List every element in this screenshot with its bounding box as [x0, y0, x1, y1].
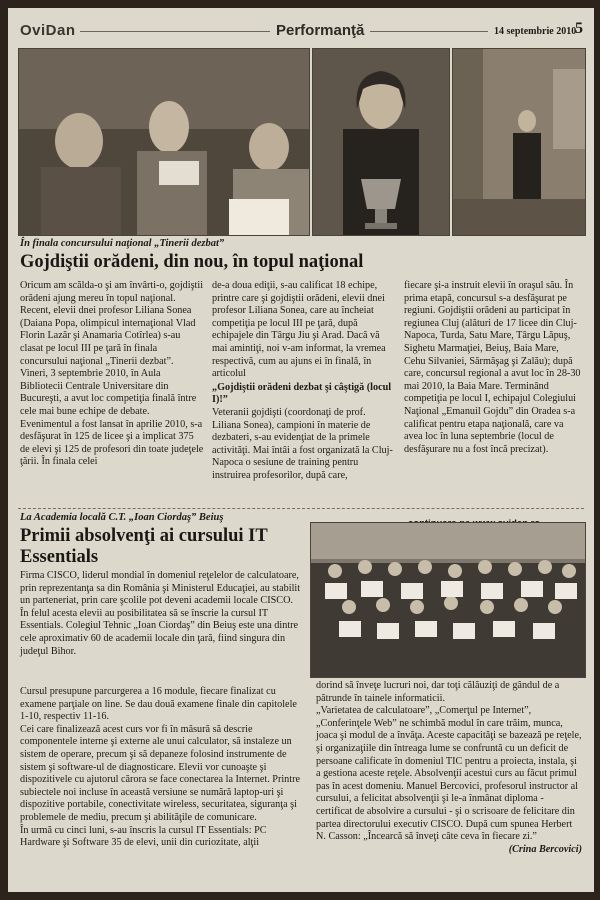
article2-column-2 — [316, 680, 582, 856]
newspaper-page — [8, 8, 594, 892]
article1-paragraph: Veteranii gojdişti (coordonaţi de prof. Liliana Sonea), campioni în materie de dezbateri, s-au evidenţiat de la primele activităţi. Mai întâi a fost organizată la Cluj-Napoca o sesiune de training pentru instruirea profesorilor, după care, — [212, 406, 393, 481]
article2-column-1-cont — [20, 686, 306, 850]
article1-paragraph: de-a doua ediţii, s-au calificat 18 echipe, printre care şi gojdiştii orădeni, elevii dnei profesor Liliana Sonea, care au încheiat competiţia pe locul III pe ţară, după echipajele din Târgu Jiu şi Arad. Dacă vă mai amintiţi, noi v-am informat, la vremea respectivă, cum au ajuns ei în finală, în articolul — [212, 280, 386, 380]
article1-paragraph: fiecare şi-a instruit elevii în oraşul său. În prima etapă, concursul s-a desfăşurat pe regiuni. Gojdiştii orădeni au participat în regiunea Cluj (alături de 17 licee din Cluj-Napoca, Turda, Satu Mare, Târgu Lăpuş, Sighetu Marmaţiei, Beiuş, Baia Mare, Cehu Silvaniei, Sărmăşag şi Zalău); după care, concursul regional a avut loc în 28-30 mai 2010, la Baia Mare. Terminând competiţia pe locul I, echipajul Colegiului Naţional „Emanuil Gojdu” din Oradea s-a calificat pentru etapa naţională, care va avea loc în luna septembrie (locul de desfăşurare nu a fost încă precizat). — [404, 280, 581, 455]
publication-brand: OviDan — [20, 22, 76, 39]
article2-headline-line: Primii absolvenţi ai cursului IT — [20, 526, 268, 546]
article1-column-2 — [212, 280, 396, 483]
masthead — [18, 22, 584, 44]
page-number: 5 — [575, 20, 583, 37]
article2-paragraph: Cei care finalizează acest curs vor fi în măsură să descrie componentele interne şi externe ale unui calculator, să instaleze un sistem de operare, precum şi să depaneze folosind instrumente de sistem şi software-ul de diagnosticare. Elevii vor cunoaşte şi dispozitivele cu ajutorul cărora se face conectarea la Internet. Printre subiectele noi incluse în această versiune se numără laptop-uri şi dispozitive portabile, conectivitate wireless, securitatea, siguranţa şi problemele de mediu, precum şi abilităţile de comunicare. — [20, 723, 301, 823]
article2-paragraph: Firma CISCO, liderul mondial în domeniul reţelelor de calculatoare, prin reprezentanţa sa din România şi Ministerul Educaţiei, au stabilit un parteneriat, prin care şcolile pot deveni academii locale CISCO. — [20, 570, 301, 607]
section-title: Performanţă — [276, 22, 365, 39]
masthead-rule-left — [80, 31, 270, 32]
article2-paragraph: dorind să înveţe lucruri noi, dar toţi călăuziţi de gândul de a pătrunde în tainele informaticii. — [316, 680, 560, 704]
article2-headline — [20, 526, 310, 568]
article2-headline-line: Essentials — [20, 547, 99, 567]
photo-teacher-trophy — [312, 48, 450, 236]
photo-three-students — [18, 48, 310, 236]
article1-paragraph: Oricum am scălda-o şi am învârti-o, gojdiştii orădeni ajung mereu în topul naţional. Recent, elevii dnei profesor Liliana Sonea (Daiana Popa, olimpicul internaţional Vlad Florin Lazăr şi Anamaria Cotîrlea) s-au clasat pe locul III pe ţară în finala concursului naţional „Tinerii dezbat”. — [20, 280, 204, 367]
article2-paragraph: În urmă cu cinci luni, s-au înscris la cursul IT Essentials: PC Hardware şi Software 35 de elevi, unii din curiozitate, alţii — [20, 824, 267, 849]
masthead-rule-right — [370, 31, 488, 32]
section-divider — [18, 508, 584, 509]
article2-paragraph: În felul acesta elevii au posibilitatea să se înscrie la cursul IT Essentials. Colegiul Tehnic „Ioan Ciordaş” din Beiuş este una dintre cele aproximativ 60 de academii locale din ţară, fiind singura din judeţul Bihor. — [20, 607, 299, 657]
article1-column-1 — [20, 280, 204, 469]
article1-headline: Gojdiştii orădeni, din nou, în topul naţional — [20, 252, 364, 272]
article1-kicker: În finala concursului naţional „Tinerii dezbat” — [20, 238, 225, 249]
article2-author: (Crina Bercovici) — [508, 843, 582, 855]
photo-hall-speaker — [452, 48, 586, 236]
article2-paragraph: „Varietatea de calculatoare”, „Comerţul pe Internet”, „Conferinţele Web” ne schimbă modul în care trăim, munca, joaca şi modul de a învăţa. Aceste capacităţi se bazează pe reţele, şi organizaţiile din întreaga lume se confruntă cu un deficit de persoane calificate în domeniul TIC pentru a proiecta, instala, şi a gestiona aceste reţele. Absolvenţii acestui curs au făcut primul pas în acest domeniu. Manuel Bercovici, profesorul instructor al cursului, a felicitat absolvenţii şi le-a înmânat diploma - certificat de absolvire a cursului - şi o scrisoare de felicitare din partea directorului executiv CISCO. După cum spunea Herbert N. Casson: „Încearcă să înveţi câte ceva în fiecare zi.” — [316, 705, 582, 843]
article1-subheading: „Gojdiştii orădeni dezbat şi câştigă (locul I)!” — [212, 381, 392, 406]
issue-date: 14 septembrie 2010 — [494, 26, 577, 37]
article2-paragraph: Cursul presupune parcurgerea a 16 module, fiecare finalizat cu examene parţiale on line. Se dau două examene finale din capitolele 1-10, respectiv 11-16. — [20, 686, 297, 723]
photo-graduates-diplomas — [310, 522, 586, 678]
article1-column-3 — [404, 280, 582, 456]
article2-kicker: La Academia locală C.T. „Ioan Ciordaş” Beiuş — [20, 512, 224, 523]
article1-paragraph: Vineri, 3 septembrie 2010, în Aula Bibliotecii Centrale Universitare din Bucureşti, a avut loc competiţia finală între cele mai bune echipe de debate. Evenimentul a fost lansat în aprilie 2010, s-a desfăşurat în 125 de licee şi a implicat 375 de elevi şi 125 de profesori din toate judeţele ţării. În finala celei — [20, 368, 204, 468]
article2-column-1 — [20, 570, 306, 658]
